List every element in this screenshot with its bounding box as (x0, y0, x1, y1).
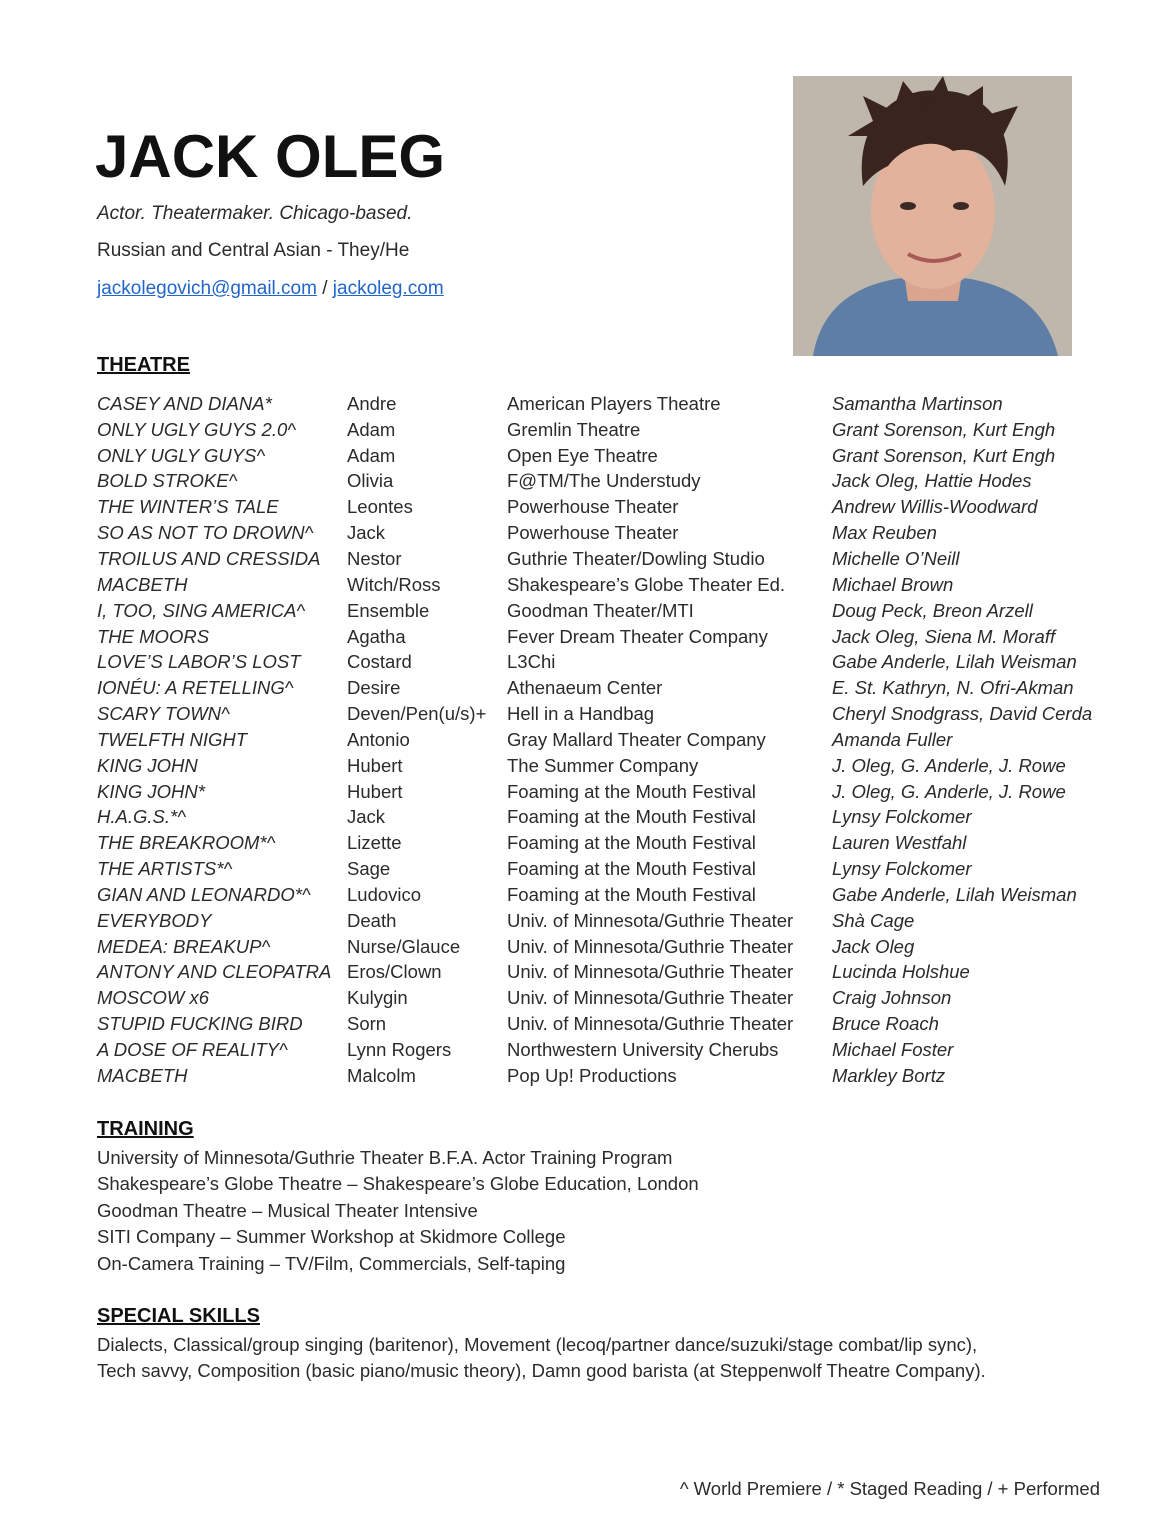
company: Gray Mallard Theater Company (507, 728, 766, 750)
director: Shà Cage (832, 909, 915, 931)
training-item: On-Camera Training – TV/Film, Commercials, Self-taping (97, 1252, 566, 1274)
website-link[interactable]: jackoleg.com (332, 278, 444, 299)
company: Athenaeum Center (507, 677, 663, 699)
table-row (97, 546, 1092, 572)
role: Costard (347, 651, 412, 673)
production-title: KING JOHN (97, 754, 198, 776)
production-title: KING JOHN* (97, 780, 205, 802)
role: Malcolm (347, 1064, 416, 1086)
role: Death (347, 909, 397, 931)
role: Hubert (347, 754, 403, 776)
table-row (97, 856, 1092, 882)
table-row (97, 572, 1092, 598)
role: Antonio (347, 728, 410, 750)
headshot-icon (793, 76, 1072, 356)
director: J. Oleg, G. Anderle, J. Rowe (832, 754, 1066, 776)
director: Grant Sorenson, Kurt Engh (832, 444, 1056, 466)
company: Univ. of Minnesota/Guthrie Theater (507, 909, 794, 931)
table-row (97, 934, 1092, 960)
training-item: Goodman Theatre – Musical Theater Intensive (97, 1199, 478, 1221)
director: Grant Sorenson, Kurt Engh (832, 418, 1056, 440)
role: Adam (347, 418, 396, 440)
director: Jack Oleg, Hattie Hodes (832, 470, 1032, 492)
director: Lauren Westfahl (832, 832, 967, 854)
theatre-heading: THEATRE (97, 354, 190, 376)
director: Doug Peck, Breon Arzell (832, 599, 1033, 621)
actor-name: JACK OLEG (95, 123, 446, 190)
table-row (97, 727, 1092, 753)
table-row (97, 882, 1092, 908)
role: Eros/Clown (347, 961, 442, 983)
production-title: MOSCOW x6 (97, 987, 210, 1009)
company: Powerhouse Theater (507, 522, 679, 544)
special-skills-text (97, 1332, 1097, 1385)
training-item: University of Minnesota/Guthrie Theater B.F.A. Actor Training Program (97, 1147, 673, 1168)
table-row (97, 598, 1092, 624)
company: American Players Theatre (507, 392, 721, 414)
role: Adam (347, 444, 396, 466)
director: Samantha Martinson (832, 392, 1003, 414)
production-title: THE BREAKROOM*^ (97, 832, 276, 854)
table-row (97, 469, 1092, 495)
table-row (97, 830, 1092, 856)
production-title: H.A.G.S.*^ (97, 806, 186, 828)
production-title: ONLY UGLY GUYS^ (97, 444, 266, 466)
director: Gabe Anderle, Lilah Weisman (832, 651, 1077, 673)
director: Bruce Roach (832, 1013, 939, 1035)
company: Foaming at the Mouth Festival (507, 858, 756, 880)
company: Univ. of Minnesota/Guthrie Theater (507, 961, 794, 983)
production-title: LOVE’S LABOR’S LOST (97, 651, 301, 673)
tagline: Actor. Theatermaker. Chicago-based. (97, 203, 413, 224)
table-row (97, 753, 1092, 779)
director: Jack Oleg (832, 935, 915, 957)
table-row (97, 985, 1092, 1011)
role: Nestor (347, 547, 402, 569)
role: Nurse/Glauce (347, 935, 461, 957)
table-row (97, 675, 1092, 701)
symbol-legend: ^ World Premiere / * Staged Reading / + Performed (679, 1478, 1100, 1499)
table-row (97, 624, 1092, 650)
director: Andrew Willis-Woodward (832, 496, 1038, 518)
role: Ensemble (347, 599, 430, 621)
role: Desire (347, 677, 401, 699)
company: Shakespeare’s Globe Theater Ed. (507, 573, 786, 595)
role: Kulygin (347, 987, 408, 1009)
director: Markley Bortz (832, 1064, 946, 1086)
director: E. St. Kathryn, N. Ofri-Akman (832, 677, 1074, 699)
production-title: THE MOORS (97, 625, 210, 647)
company: Univ. of Minnesota/Guthrie Theater (507, 987, 794, 1009)
production-title: MACBETH (97, 573, 188, 595)
special-skills-heading: SPECIAL SKILLS (97, 1305, 260, 1327)
company: Foaming at the Mouth Festival (507, 806, 756, 828)
company: Pop Up! Productions (507, 1064, 677, 1086)
company: Fever Dream Theater Company (507, 625, 768, 647)
director: Amanda Fuller (832, 728, 953, 750)
skills-line: Dialects, Classical/group singing (baritenor), Movement (lecoq/partner dance/suzuki/stage combat/lip sync), (97, 1334, 978, 1355)
role: Sage (347, 858, 391, 880)
table-row (97, 908, 1092, 934)
company: F@TM/The Understudy (507, 470, 701, 492)
director: Lynsy Folckomer (832, 858, 972, 880)
director: Michael Brown (832, 573, 954, 595)
theatre-credits-table (97, 391, 1092, 1089)
company: Univ. of Minnesota/Guthrie Theater (507, 935, 794, 957)
role: Lizette (347, 832, 402, 854)
role: Andre (347, 392, 397, 414)
production-title: THE WINTER’S TALE (97, 496, 279, 518)
company: Univ. of Minnesota/Guthrie Theater (507, 1013, 794, 1035)
director: Gabe Anderle, Lilah Weisman (832, 883, 1077, 905)
production-title: SO AS NOT TO DROWN^ (97, 522, 314, 544)
table-row (97, 1011, 1092, 1037)
company: L3Chi (507, 651, 556, 673)
production-title: I, TOO, SING AMERICA^ (97, 599, 306, 621)
table-row (97, 649, 1092, 675)
company: Guthrie Theater/Dowling Studio (507, 547, 765, 569)
table-row (97, 805, 1092, 831)
role: Witch/Ross (347, 573, 441, 595)
table-row (97, 443, 1092, 469)
director: Craig Johnson (832, 987, 952, 1009)
production-title: ANTONY AND CLEOPATRA (97, 961, 332, 983)
company: Foaming at the Mouth Festival (507, 780, 756, 802)
contact-separator: / (322, 278, 328, 299)
company: Powerhouse Theater (507, 496, 679, 518)
table-row (97, 1037, 1092, 1063)
production-title: STUPID FUCKING BIRD (97, 1013, 303, 1035)
company: Open Eye Theatre (507, 444, 658, 466)
production-title: BOLD STROKE^ (97, 470, 238, 492)
table-row (97, 494, 1092, 520)
production-title: A DOSE OF REALITY^ (97, 1039, 288, 1061)
role: Jack (347, 522, 386, 544)
company: Hell in a Handbag (507, 703, 655, 725)
production-title: GIAN AND LEONARDO*^ (97, 883, 311, 905)
director: Michael Foster (832, 1039, 954, 1061)
table-row (97, 960, 1092, 986)
company: Northwestern University Cherubs (507, 1039, 779, 1061)
company: Goodman Theater/MTI (507, 599, 694, 621)
role: Sorn (347, 1013, 387, 1035)
production-title: IONÉU: A RETELLING^ (97, 677, 294, 699)
role: Jack (347, 806, 386, 828)
director: Lynsy Folckomer (832, 806, 972, 828)
company: Gremlin Theatre (507, 418, 641, 440)
table-row (97, 391, 1092, 417)
role: Leontes (347, 496, 413, 518)
identity-pronouns: Russian and Central Asian - They/He (97, 240, 410, 261)
training-heading: TRAINING (97, 1118, 194, 1140)
training-item: Shakespeare’s Globe Theatre – Shakespeare’s Globe Education, London (97, 1173, 699, 1195)
table-row (97, 1063, 1092, 1089)
table-row (97, 779, 1092, 805)
table-row (97, 520, 1092, 546)
production-title: CASEY AND DIANA* (97, 392, 272, 414)
production-title: THE ARTISTS*^ (97, 858, 233, 880)
training-item: SITI Company – Summer Workshop at Skidmore College (97, 1226, 566, 1248)
production-title: MEDEA: BREAKUP^ (97, 935, 271, 957)
role: Lynn Rogers (347, 1039, 452, 1061)
director: J. Oleg, G. Anderle, J. Rowe (832, 780, 1066, 802)
production-title: SCARY TOWN^ (97, 703, 230, 725)
role: Agatha (347, 625, 406, 647)
director: Lucinda Holshue (832, 961, 970, 983)
company: Foaming at the Mouth Festival (507, 883, 756, 905)
production-title: TROILUS AND CRESSIDA (97, 547, 321, 569)
email-link[interactable]: jackolegovich@gmail.com (97, 278, 317, 299)
director: Cheryl Snodgrass, David Cerda (832, 703, 1093, 725)
contact-line (97, 278, 444, 300)
company: Foaming at the Mouth Festival (507, 832, 756, 854)
production-title: MACBETH (97, 1064, 188, 1086)
company: The Summer Company (507, 754, 699, 776)
director: Michelle O’Neill (832, 547, 960, 569)
production-title: EVERYBODY (97, 909, 212, 931)
table-row (97, 417, 1092, 443)
production-title: TWELFTH NIGHT (97, 728, 248, 750)
production-title: ONLY UGLY GUYS 2.0^ (97, 418, 296, 440)
director: Jack Oleg, Siena M. Moraff (832, 625, 1056, 647)
role: Hubert (347, 780, 403, 802)
role: Olivia (347, 470, 394, 492)
role: Ludovico (347, 883, 422, 905)
role: Deven/Pen(u/s)+ (347, 703, 487, 725)
skills-line: Tech savvy, Composition (basic piano/music theory), Damn good barista (at Steppenwolf Theatre Company). (97, 1360, 986, 1382)
director: Max Reuben (832, 522, 937, 544)
headshot-photo (793, 76, 1072, 356)
table-row (97, 701, 1092, 727)
training-list (97, 1145, 699, 1277)
